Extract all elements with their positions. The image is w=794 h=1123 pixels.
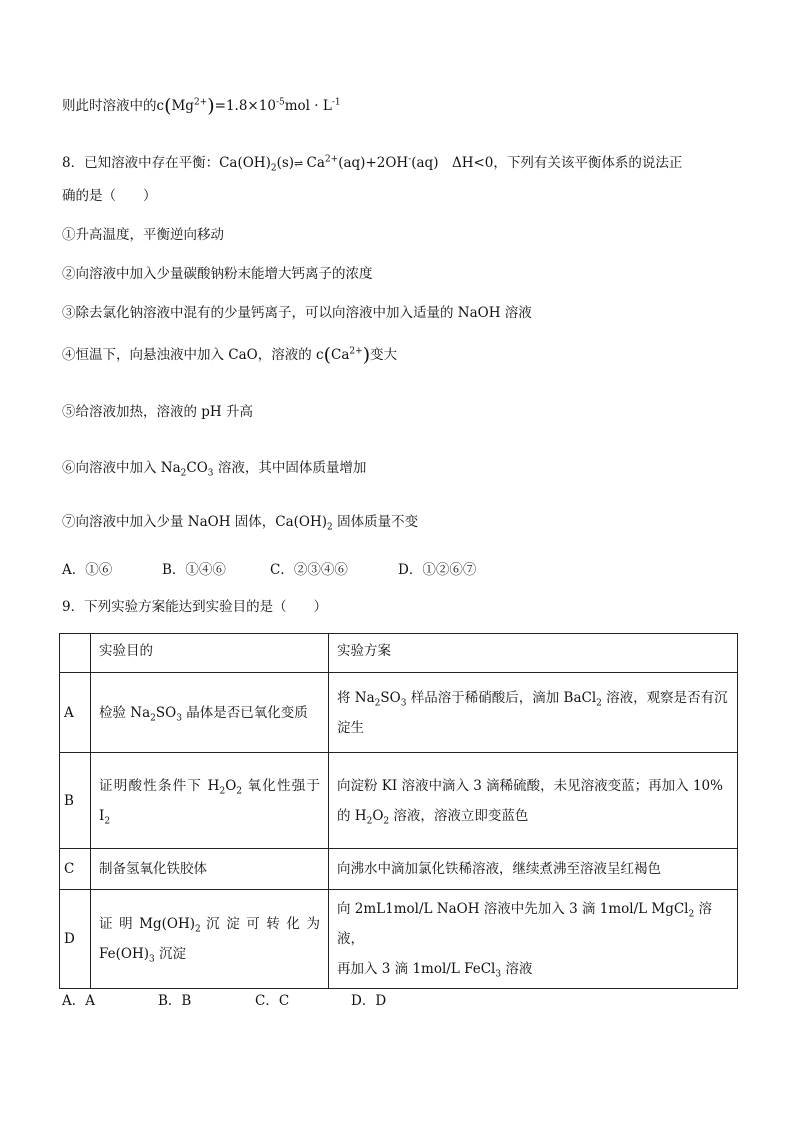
q8-option-d[interactable]: D．①②⑥⑦: [398, 562, 477, 578]
table-row-b: [60, 753, 738, 849]
q8-item-3: ③除去氯化钠溶液中混有的少量钙离子，可以向溶液中加入适量的 NaOH 溶液: [62, 305, 532, 321]
table-row-a: [60, 673, 738, 753]
q8-item-6: ⑥向溶液中加入 $Na_2CO_3$ 溶液，其中固体质量增加: [62, 460, 367, 479]
table-row-d: [60, 890, 738, 989]
row-purpose: 证明酸性条件下 $H_2O_2$ 氧化性强于 $I_2$: [91, 753, 329, 849]
q9-option-b[interactable]: B．B: [158, 993, 192, 1009]
row-plan: 将 $Na_2SO_3$ 样品溶于稀硝酸后，滴加 BaCl$_2$ 溶液，观察是否有沉 淀生: [329, 673, 738, 753]
equilibrium-arrow-icon: ⇌: [294, 157, 303, 170]
q8-item-5: ⑤给溶液加热，溶液的 pH 升高: [62, 404, 253, 420]
q8-item-2: ②向溶液中加入少量碳酸钠粉末能增大钙离子的浓度: [62, 266, 373, 282]
q9-option-a[interactable]: A．A: [62, 993, 95, 1009]
row-key: B: [60, 753, 91, 849]
mg-concentration-line: 则此时溶液中的$c(Mg^{2+})=1.8\times 10^{-5}mol \cdot L^{-1}$: [62, 95, 341, 117]
row-purpose: 证 明 $Mg(OH)_2$ 沉 淀 可 转 化 为 $Fe(OH)_3$ 沉淀: [91, 890, 329, 989]
q8-item-1: ①升高温度，平衡逆向移动: [62, 227, 224, 243]
q8-option-a[interactable]: A．①⑥: [62, 562, 113, 578]
row-plan: 向 2mL1mol/L NaOH 溶液中先加入 3 滴 1mol/L MgCl$_2$ 溶液， 再加入 3 滴 1mol/L FeCl$_3$ 溶液: [329, 890, 738, 989]
text-prefix: 则此时溶液中的: [62, 98, 157, 114]
row-plan: 向淀粉 KI 溶液中滴入 3 滴稀硫酸，未见溶液变蓝；再加入 10% 的 $H_2O_2$ 溶液，溶液立即变蓝色: [329, 753, 738, 849]
header-purpose: 实验目的: [91, 634, 329, 673]
table-row-c: [60, 849, 738, 890]
q9-option-d[interactable]: D．D: [351, 993, 387, 1009]
row-key: D: [60, 890, 91, 989]
header-key-cell: [60, 634, 91, 673]
q8-stem-line1: 8．已知溶液中存在平衡：$Ca(OH)_2(s)\rightleftharpoons$ $Ca^{2+}(aq)+2OH^-(aq)$ ΔH<0，下列有关该平衡体系的说法正: [62, 154, 683, 174]
experiment-table: [59, 633, 738, 989]
q8-options: [62, 560, 476, 580]
q8-option-b[interactable]: B．①④⑥: [162, 562, 226, 578]
row-purpose: 检验 $Na_2SO_3$ 晶体是否已氧化变质: [91, 673, 329, 753]
table-header-row: [60, 634, 738, 673]
q9-stem: 9．下列实验方案能达到实验目的是（ ）: [62, 599, 328, 615]
q8-stem-line2: 确的是（ ）: [62, 188, 157, 204]
header-plan: 实验方案: [329, 634, 738, 673]
row-purpose: 制备氢氧化铁胶体: [91, 849, 329, 890]
row-key: A: [60, 673, 91, 753]
row-plan: 向沸水中滴加氯化铁稀溶液，继续煮沸至溶液呈红褐色: [329, 849, 738, 890]
q9-option-c[interactable]: C．C: [255, 993, 290, 1009]
row-key: C: [60, 849, 91, 890]
q8-option-c[interactable]: C．②③④⑥: [270, 562, 348, 578]
q9-options: [62, 989, 386, 1009]
q8-item-4: ④恒温下，向悬浊液中加入 CaO，溶液的 $c(Ca^{2+})$变大: [62, 344, 398, 366]
q8-item-7: ⑦向溶液中加入少量 NaOH 固体，$Ca(OH)_2$ 固体质量不变: [62, 514, 419, 533]
